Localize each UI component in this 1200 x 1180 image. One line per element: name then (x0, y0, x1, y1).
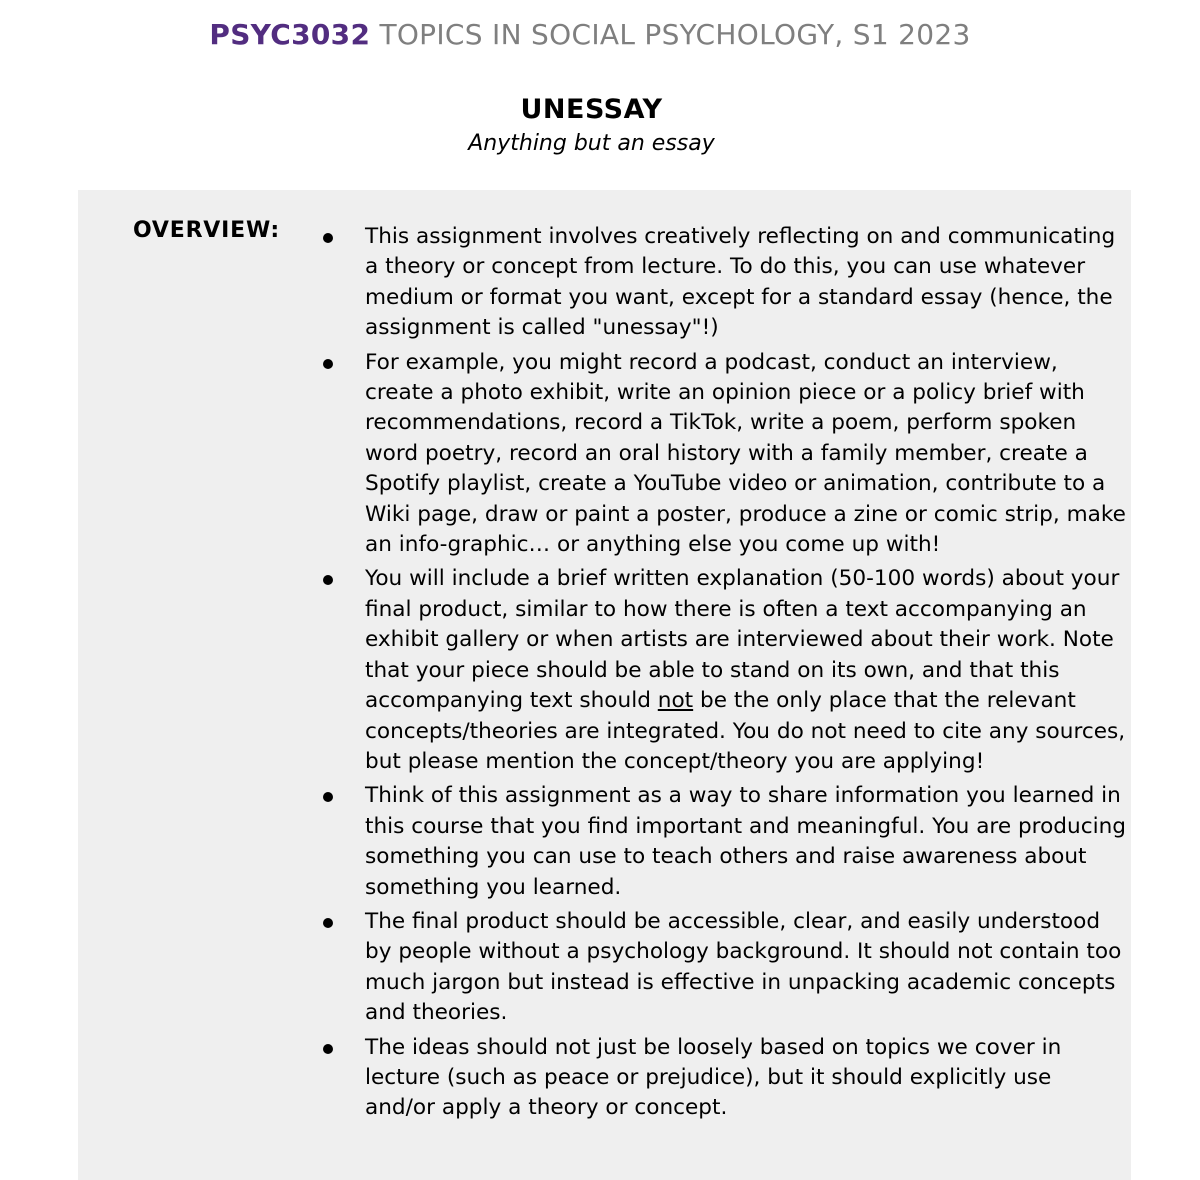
bullet-icon (323, 575, 333, 585)
course-code: PSYC3032 (209, 18, 371, 51)
overview-panel (78, 190, 1131, 1180)
bullet-icon (323, 359, 333, 369)
bullet-item-theory (322, 1033, 1127, 1124)
bullet-item-meaning (322, 781, 1127, 903)
document-title: UNESSAY (520, 94, 663, 125)
overview-bullet-list (322, 222, 1127, 1128)
bullet-item-accessibility (322, 907, 1127, 1029)
bullet-text: This assignment involves creatively reflecting on and communicating a theory or concept from lecture. To do this, you can use whatever medium or format you want, except for a standard essay (hence, the assignment is called "unessay"!) (365, 224, 1116, 341)
bullet-icon (323, 233, 333, 243)
bullet-item-explanation (322, 564, 1127, 777)
course-header (0, 18, 1180, 51)
bullet-text-after: be the only place that the relevant concepts/theories are integrated. You do not need to cite any sources, but please mention the concept/theory you are applying! (365, 688, 1126, 774)
bullet-text (365, 566, 1125, 773)
course-title: TOPICS IN SOCIAL PSYCHOLOGY, S1 2023 (379, 18, 971, 51)
bullet-text: The ideas should not just be loosely based on topics we cover in lecture (such as peace or prejudice), but it should explicitly use and/or apply a theory or concept. (365, 1034, 1062, 1121)
bullet-text: For example, you might record a podcast, conduct an interview, create a photo exhibit, write an opinion piece or a policy brief with recommendations, record a TikTok, write a poem, perform spoken word poetry, record an oral history with a family member, create a Spotify playlist, create a YouTube video or animation, contribute to a Wiki page, draw or paint a poster, produce a zine or comic strip, make an info-graphic… or anything else you come up with! (365, 349, 1126, 558)
emphasis-not: not (657, 688, 694, 714)
bullet-text: Think of this assignment as a way to share information you learned in this course that you find important and meaningful. You are producing something you can use to teach others and raise awareness about something you learned. (365, 783, 1126, 900)
bullet-item-purpose (322, 222, 1127, 344)
bullet-icon (323, 1044, 333, 1054)
bullet-text: The final product should be accessible, clear, and easily understood by people without a psychology background. It should not contain too much jargon but instead is effective in unpacking academic concepts and theories. (365, 908, 1122, 1026)
overview-label: OVERVIEW: (133, 218, 280, 243)
bullet-icon (323, 918, 333, 928)
document-subtitle: Anything but an essay (468, 131, 715, 156)
bullet-icon (323, 792, 333, 802)
bullet-text-before: You will include a brief written explanation (50-100 words) about your final product, similar to how there is often a text accompanying an exhibit gallery or when artists are interviewed about their work. Note that your piece should be able to stand on its own, and that this accompanying text should (365, 566, 1120, 714)
bullet-item-examples (322, 348, 1127, 561)
